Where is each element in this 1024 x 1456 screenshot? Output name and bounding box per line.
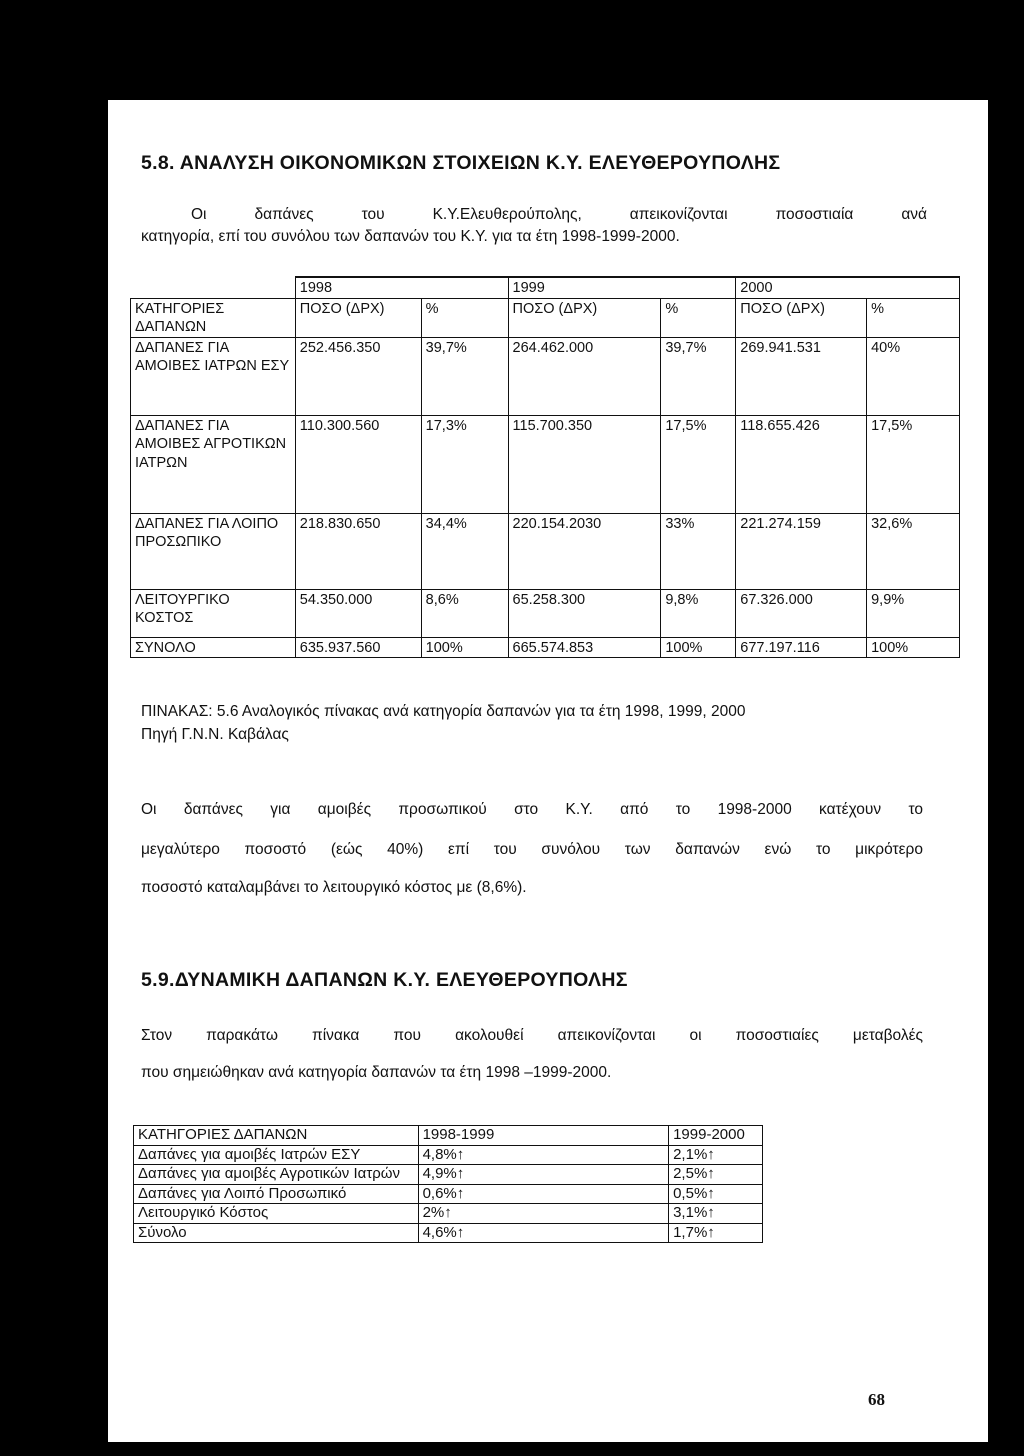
header-amount-2000: ΠΟΣΟ (ΔΡΧ) <box>736 298 867 337</box>
row-amount-2000: 269.941.531 <box>736 337 867 415</box>
row-category: ΔΑΠΑΝΕΣ ΓΙΑ ΛΟΙΠΟ ΠΡΟΣΩΠΙΚΟ <box>131 513 296 589</box>
header-pct-1999: % <box>661 298 736 337</box>
total-pct-1998: 100% <box>421 637 508 658</box>
table-row <box>134 1165 763 1185</box>
section-heading-5-8: 5.8. ΑΝΑΛΥΣΗ ΟΙΚΟΝΟΜΙΚΩΝ ΣΤΟΙΧΕΙΩΝ Κ.Υ. ΕΛΕΥΘΕΡΟΥΠΟΛΗΣ <box>141 152 781 174</box>
table-row <box>134 1204 763 1224</box>
header-category: ΚΑΤΗΓΟΡΙΕΣ ΔΑΠΑΝΩΝ <box>131 298 296 337</box>
table-row <box>131 589 960 637</box>
total-amount-2000: 677.197.116 <box>736 637 867 658</box>
intro-paragraph-line-1: Οι δαπάνες του Κ.Υ.Ελευθερούπολης, απεικονίζονται ποσοστιαία ανά <box>191 206 927 223</box>
table-row <box>134 1184 763 1204</box>
row-pct-1998: 17,3% <box>421 415 508 513</box>
row-category: Λειτουργικό Κόστος <box>134 1204 419 1224</box>
row-change-1998-1999: 2%↑ <box>418 1204 669 1224</box>
total-change-1999-2000: 1,7%↑ <box>669 1223 763 1243</box>
total-category: Σύνολο <box>134 1223 419 1243</box>
header-pct-1998: % <box>421 298 508 337</box>
row-change-1999-2000: 3,1%↑ <box>669 1204 763 1224</box>
header-category: ΚΑΤΗΓΟΡΙΕΣ ΔΑΠΑΝΩΝ <box>134 1126 419 1146</box>
row-category: Δαπάνες για αμοιβές Αγροτικών Ιατρών <box>134 1165 419 1185</box>
year-header-2000: 2000 <box>736 277 960 298</box>
section-heading-5-9: 5.9.ΔΥΝΑΜΙΚΗ ΔΑΠΑΝΩΝ Κ.Υ. ΕΛΕΥΘΕΡΟΥΠΟΛΗΣ <box>141 969 628 991</box>
table-total-row <box>131 637 960 658</box>
row-amount-2000: 221.274.159 <box>736 513 867 589</box>
row-category: ΔΑΠΑΝΕΣ ΓΙΑ ΑΜΟΙΒΕΣ ΙΑΤΡΩΝ ΕΣΥ <box>131 337 296 415</box>
row-category: Δαπάνες για Λοιπό Προσωπικό <box>134 1184 419 1204</box>
total-amount-1998: 635.937.560 <box>295 637 421 658</box>
header-1998-1999: 1998-1999 <box>418 1126 669 1146</box>
row-pct-1999: 17,5% <box>661 415 736 513</box>
row-change-1999-2000: 2,5%↑ <box>669 1165 763 1185</box>
row-category: ΛΕΙΤΟΥΡΓΙΚΟ ΚΟΣΤΟΣ <box>131 589 296 637</box>
empty-corner-cell <box>131 277 296 298</box>
row-change-1999-2000: 0,5%↑ <box>669 1184 763 1204</box>
row-pct-2000: 32,6% <box>867 513 960 589</box>
row-pct-1999: 39,7% <box>661 337 736 415</box>
table-header-row <box>131 298 960 337</box>
expenses-table <box>130 276 960 658</box>
analysis-line-3: ποσοστό καταλαμβάνει το λειτουργικό κόστος με (8,6%). <box>141 879 527 896</box>
row-change-1999-2000: 2,1%↑ <box>669 1145 763 1165</box>
row-pct-2000: 17,5% <box>867 415 960 513</box>
row-pct-1998: 34,4% <box>421 513 508 589</box>
row-change-1998-1999: 4,9%↑ <box>418 1165 669 1185</box>
row-amount-1999: 115.700.350 <box>508 415 661 513</box>
section2-intro-line-1: Στον παρακάτω πίνακα που ακολουθεί απεικονίζονται οι ποσοστιαίες μεταβολές <box>141 1027 923 1044</box>
row-amount-1998: 54.350.000 <box>295 589 421 637</box>
header-1999-2000: 1999-2000 <box>669 1126 763 1146</box>
row-pct-2000: 9,9% <box>867 589 960 637</box>
analysis-line-2: μεγαλύτερο ποσοστό (εώς 40%) επί του συνόλου των δαπανών ενώ το μικρότερο <box>141 841 923 858</box>
row-change-1998-1999: 0,6%↑ <box>418 1184 669 1204</box>
section2-intro-line-2: που σημειώθηκαν ανά κατηγορία δαπανών τα έτη 1998 –1999-2000. <box>141 1064 612 1081</box>
intro-paragraph-line-2: κατηγορία, επί του συνόλου των δαπανών του Κ.Υ. για τα έτη 1998-1999-2000. <box>141 228 680 245</box>
row-category: ΔΑΠΑΝΕΣ ΓΙΑ ΑΜΟΙΒΕΣ ΑΓΡΟΤΙΚΩΝ ΙΑΤΡΩΝ <box>131 415 296 513</box>
row-amount-2000: 67.326.000 <box>736 589 867 637</box>
row-category: Δαπάνες για αμοιβές Ιατρών ΕΣΥ <box>134 1145 419 1165</box>
row-amount-2000: 118.655.426 <box>736 415 867 513</box>
header-pct-2000: % <box>867 298 960 337</box>
row-amount-1998: 218.830.650 <box>295 513 421 589</box>
year-header-1999: 1999 <box>508 277 736 298</box>
table-year-row <box>131 277 960 298</box>
row-pct-1998: 8,6% <box>421 589 508 637</box>
table-caption: ΠΙΝΑΚΑΣ: 5.6 Αναλογικός πίνακας ανά κατηγορία δαπανών για τα έτη 1998, 1999, 2000 <box>141 703 746 720</box>
table-source: Πηγή Γ.Ν.Ν. Καβάλας <box>141 726 289 743</box>
row-pct-2000: 40% <box>867 337 960 415</box>
row-change-1998-1999: 4,8%↑ <box>418 1145 669 1165</box>
row-amount-1999: 65.258.300 <box>508 589 661 637</box>
row-pct-1999: 33% <box>661 513 736 589</box>
analysis-line-1: Οι δαπάνες για αμοιβές προσωπικού στο Κ.Υ. από το 1998-2000 κατέχουν το <box>141 801 923 818</box>
total-pct-2000: 100% <box>867 637 960 658</box>
table-row <box>134 1145 763 1165</box>
row-pct-1999: 9,8% <box>661 589 736 637</box>
table-row <box>131 513 960 589</box>
expense-change-table <box>133 1125 763 1243</box>
total-amount-1999: 665.574.853 <box>508 637 661 658</box>
total-category: ΣΥΝΟΛΟ <box>131 637 296 658</box>
row-amount-1998: 110.300.560 <box>295 415 421 513</box>
document-page <box>108 100 988 1442</box>
total-change-1998-1999: 4,6%↑ <box>418 1223 669 1243</box>
table-total-row <box>134 1223 763 1243</box>
row-amount-1999: 220.154.2030 <box>508 513 661 589</box>
table-header-row <box>134 1126 763 1146</box>
row-amount-1999: 264.462.000 <box>508 337 661 415</box>
table-row <box>131 337 960 415</box>
row-pct-1998: 39,7% <box>421 337 508 415</box>
table-row <box>131 415 960 513</box>
row-amount-1998: 252.456.350 <box>295 337 421 415</box>
page-number: 68 <box>868 1390 885 1409</box>
total-pct-1999: 100% <box>661 637 736 658</box>
year-header-1998: 1998 <box>295 277 508 298</box>
header-amount-1998: ΠΟΣΟ (ΔΡΧ) <box>295 298 421 337</box>
header-amount-1999: ΠΟΣΟ (ΔΡΧ) <box>508 298 661 337</box>
